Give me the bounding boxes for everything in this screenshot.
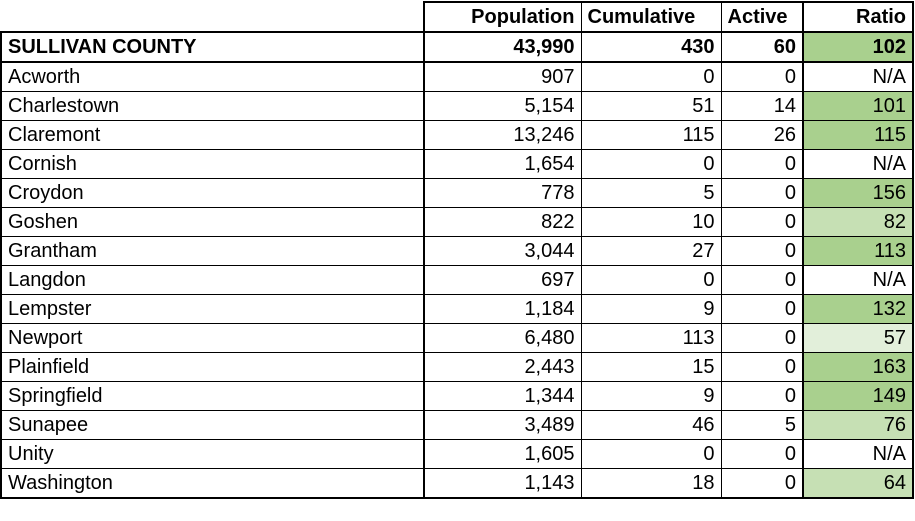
row-name-cell[interactable]: Claremont [1, 121, 424, 150]
row-cumulative-cell[interactable]: 46 [581, 411, 721, 440]
row-ratio-cell[interactable]: 115 [803, 121, 913, 150]
row-name-cell[interactable]: Springfield [1, 382, 424, 411]
row-population-cell[interactable]: 43,990 [424, 32, 581, 62]
row-name-cell[interactable]: Sunapee [1, 411, 424, 440]
row-cumulative-cell[interactable]: 18 [581, 469, 721, 499]
row-population-cell[interactable]: 6,480 [424, 324, 581, 353]
row-name-cell[interactable]: Croydon [1, 179, 424, 208]
row-name-cell[interactable]: Acworth [1, 62, 424, 92]
row-ratio-cell[interactable]: 64 [803, 469, 913, 499]
row-active-cell[interactable]: 26 [721, 121, 803, 150]
table-row [1, 382, 913, 411]
header-ratio[interactable]: Ratio [803, 2, 913, 32]
table-row [1, 324, 913, 353]
row-ratio-cell[interactable]: 149 [803, 382, 913, 411]
row-active-cell[interactable]: 0 [721, 150, 803, 179]
table-row [1, 411, 913, 440]
row-population-cell[interactable]: 1,654 [424, 150, 581, 179]
row-name-cell[interactable]: Cornish [1, 150, 424, 179]
row-population-cell[interactable]: 1,184 [424, 295, 581, 324]
row-population-cell[interactable]: 13,246 [424, 121, 581, 150]
header-cumulative[interactable]: Cumulative [581, 2, 721, 32]
row-ratio-cell[interactable]: 113 [803, 237, 913, 266]
row-name-cell[interactable]: Charlestown [1, 92, 424, 121]
row-ratio-cell[interactable]: 101 [803, 92, 913, 121]
row-name-cell[interactable]: Plainfield [1, 353, 424, 382]
row-population-cell[interactable]: 2,443 [424, 353, 581, 382]
table-row [1, 150, 913, 179]
table-row [1, 237, 913, 266]
row-cumulative-cell[interactable]: 0 [581, 150, 721, 179]
row-population-cell[interactable]: 697 [424, 266, 581, 295]
row-cumulative-cell[interactable]: 10 [581, 208, 721, 237]
row-cumulative-cell[interactable]: 430 [581, 32, 721, 62]
row-population-cell[interactable]: 3,489 [424, 411, 581, 440]
row-ratio-cell[interactable]: 76 [803, 411, 913, 440]
row-active-cell[interactable]: 0 [721, 469, 803, 499]
table-row [1, 92, 913, 121]
row-cumulative-cell[interactable]: 15 [581, 353, 721, 382]
row-active-cell[interactable]: 0 [721, 382, 803, 411]
row-cumulative-cell[interactable]: 51 [581, 92, 721, 121]
row-name-cell[interactable]: SULLIVAN COUNTY [1, 32, 424, 62]
table-row [1, 266, 913, 295]
data-table [0, 1, 914, 499]
row-active-cell[interactable]: 0 [721, 440, 803, 469]
row-name-cell[interactable]: Washington [1, 469, 424, 499]
county-total-row [1, 32, 913, 62]
row-cumulative-cell[interactable]: 0 [581, 62, 721, 92]
row-cumulative-cell[interactable]: 0 [581, 440, 721, 469]
row-cumulative-cell[interactable]: 115 [581, 121, 721, 150]
row-population-cell[interactable]: 1,143 [424, 469, 581, 499]
row-name-cell[interactable]: Lempster [1, 295, 424, 324]
row-active-cell[interactable]: 0 [721, 295, 803, 324]
row-active-cell[interactable]: 0 [721, 266, 803, 295]
row-cumulative-cell[interactable]: 9 [581, 382, 721, 411]
table-row [1, 121, 913, 150]
row-name-cell[interactable]: Langdon [1, 266, 424, 295]
row-active-cell[interactable]: 60 [721, 32, 803, 62]
row-cumulative-cell[interactable]: 113 [581, 324, 721, 353]
row-active-cell[interactable]: 0 [721, 208, 803, 237]
row-ratio-cell[interactable]: 102 [803, 32, 913, 62]
row-name-cell[interactable]: Goshen [1, 208, 424, 237]
row-population-cell[interactable]: 3,044 [424, 237, 581, 266]
row-population-cell[interactable]: 822 [424, 208, 581, 237]
row-active-cell[interactable]: 0 [721, 353, 803, 382]
row-name-cell[interactable]: Newport [1, 324, 424, 353]
header-row [1, 2, 913, 32]
row-cumulative-cell[interactable]: 5 [581, 179, 721, 208]
row-population-cell[interactable]: 778 [424, 179, 581, 208]
row-active-cell[interactable]: 0 [721, 62, 803, 92]
header-population[interactable]: Population [424, 2, 581, 32]
row-population-cell[interactable]: 1,605 [424, 440, 581, 469]
row-ratio-cell[interactable]: N/A [803, 62, 913, 92]
row-name-cell[interactable]: Unity [1, 440, 424, 469]
row-active-cell[interactable]: 5 [721, 411, 803, 440]
table-row [1, 295, 913, 324]
row-name-cell[interactable]: Grantham [1, 237, 424, 266]
row-active-cell[interactable]: 14 [721, 92, 803, 121]
row-population-cell[interactable]: 907 [424, 62, 581, 92]
row-ratio-cell[interactable]: 156 [803, 179, 913, 208]
table-row [1, 62, 913, 92]
row-cumulative-cell[interactable]: 27 [581, 237, 721, 266]
row-population-cell[interactable]: 1,344 [424, 382, 581, 411]
row-ratio-cell[interactable]: 132 [803, 295, 913, 324]
table-row [1, 208, 913, 237]
row-cumulative-cell[interactable]: 0 [581, 266, 721, 295]
table-row [1, 179, 913, 208]
table-row [1, 353, 913, 382]
row-active-cell[interactable]: 0 [721, 324, 803, 353]
table-row [1, 469, 913, 499]
row-population-cell[interactable]: 5,154 [424, 92, 581, 121]
header-blank-cell [1, 2, 424, 32]
table-row [1, 440, 913, 469]
row-active-cell[interactable]: 0 [721, 179, 803, 208]
row-ratio-cell[interactable]: 82 [803, 208, 913, 237]
row-active-cell[interactable]: 0 [721, 237, 803, 266]
row-ratio-cell[interactable]: 163 [803, 353, 913, 382]
row-ratio-cell[interactable]: N/A [803, 440, 913, 469]
row-cumulative-cell[interactable]: 9 [581, 295, 721, 324]
row-ratio-cell[interactable]: N/A [803, 150, 913, 179]
row-ratio-cell[interactable]: 57 [803, 324, 913, 353]
table-body [1, 2, 913, 498]
row-ratio-cell[interactable]: N/A [803, 266, 913, 295]
header-active[interactable]: Active [721, 2, 803, 32]
